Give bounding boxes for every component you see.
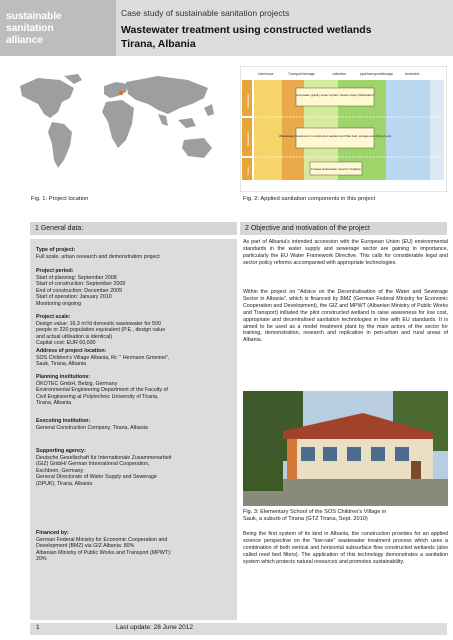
address-block — [36, 348, 236, 368]
planning-block — [36, 374, 236, 407]
scale-label: Project scale: — [36, 314, 71, 320]
type-block — [36, 247, 236, 260]
financed-label: Financed by: — [36, 530, 69, 536]
address-line: Sauk, Tirana, Albania — [36, 361, 87, 368]
planning-line: Environmental Engineering Department of the Faculty of — [36, 387, 168, 394]
planning-line: Tirana, Albania — [36, 400, 72, 407]
supporting-line: (DPUK), Tirana, Albania — [36, 480, 93, 487]
diagram-col-treatment: treatment — [405, 72, 420, 76]
executing-block — [36, 418, 236, 431]
page-title: Wastewater treatment using constructed wetlands — [121, 24, 372, 36]
last-update: Last update: 28 June 2012 — [116, 624, 193, 631]
fig1-caption: Fig. 1: Project location — [31, 196, 89, 202]
executing-line: General Construction Company, Tirana, Albania — [36, 424, 148, 431]
planning-line: Civil Engineering at Polytechnic University of Tirana, — [36, 393, 159, 400]
supporting-line: General Directorate of Water Supply and Sewerage — [36, 474, 157, 481]
financed-line: Albanian Ministry of Public Works and Transport (MPWT): — [36, 549, 172, 556]
scale-line: and actual utilisation is identical) — [36, 333, 112, 340]
supporting-line: (GIZ) GmbH/ German International Cooperation, — [36, 461, 150, 468]
case-study-label: Case study of sustainable sanitation projects — [121, 8, 290, 18]
project-location-marker — [119, 91, 123, 95]
fig2-caption: Fig. 2: Applied sanitation components in this project — [243, 196, 376, 202]
period-line: Start of construction: September 2009 — [36, 281, 126, 288]
financed-line: Development (BMZ) via GIZ Albania: 80% — [36, 543, 135, 550]
objective-paragraph-3: Being the first system of its kind in Albania, the construction provides for an applied science perspective on the "low-rate" wastewater treatment process which uses a combination of both vertical and horizontal subsurface flow constructed wetlands (also called reed bed filters). The application of this technology demonstrates a sanitation system which protects natural resources and promotes sustainability. — [243, 531, 448, 565]
period-label: Project period: — [36, 268, 74, 274]
period-block — [36, 268, 236, 308]
sanitation-components-diagram — [240, 66, 447, 192]
logo-line: sustainable — [6, 10, 62, 22]
fig3-caption — [243, 509, 448, 523]
diagram-row-reuse: reuse — [246, 166, 250, 175]
scale-block — [36, 314, 236, 347]
period-line: Start of operation: January 2010 — [36, 294, 112, 301]
school-photo — [243, 391, 448, 506]
diagram-row-collection: collection — [246, 93, 250, 108]
address-line: SOS Children's Village Albania, Rr. " Hermann Gmeiner", — [36, 354, 170, 361]
financed-line: German Federal Ministry for Economic Cooperation and — [36, 536, 168, 543]
diagram-box-collection: Greywater gravity sewer system (sewer pipes, blackwater) — [296, 93, 374, 97]
diagram-col-pipe: pipe/transport/storage — [360, 72, 393, 76]
fig3-caption-line: Fig. 3: Elementary School of the SOS Children's Village in — [243, 509, 387, 515]
world-map — [8, 68, 230, 188]
objective-paragraph-1: As part of Albania's intended accession with the European Union (EU) environmental standards in the water supply and sewerage sector are gaining in importance, particularly the EU Water Framework Directive. This calls for considerable legal and sector policy reforms accompanied with appropriate technologies. — [243, 239, 448, 266]
diagram-col-transport: Transport/storage — [288, 72, 315, 76]
objective-paragraph-2: Within the project on "Advice on the Decentralisation of the Water and Sewerage Sector in Albania", which is financed by BMZ (German Federal Ministry for Economic Cooperation and Development), the GIZ and MPWT (Albanian Ministry of Public Works and Transport) initiated the pilot constructed wetland to raise awareness for low cost, appropriate and decentralised sanitation technologies in line with EU standards. It is aimed to be used as a model treatment plant by the main actors of the sector for training, demonstration, research and replication in peri-urban and rural areas of Albania. — [243, 289, 448, 344]
page-number: 1 — [36, 624, 40, 631]
footer-bar — [30, 623, 447, 635]
logo-line: alliance — [6, 34, 43, 46]
executing-label: Executing institution: — [36, 418, 91, 424]
supporting-line: Deutsche Gesellschaft für Internationale Zusammenarbeit — [36, 454, 172, 461]
address-label: Address of project location: — [36, 348, 107, 354]
supporting-label: Supporting agency: — [36, 448, 86, 454]
financed-line: 20% — [36, 556, 47, 563]
logo — [6, 10, 110, 46]
period-line: Start of planning: September 2008 — [36, 274, 117, 281]
period-line: Monitoring ongoing — [36, 300, 82, 307]
scale-line: Capital cost: EUR 60,000 — [36, 340, 96, 347]
scale-line: Design value: 16.3 m³/d domestic wastewater for 500 — [36, 320, 161, 327]
type-value: Full scale, urban research and demonstration project — [36, 253, 160, 260]
logo-line: sanitation — [6, 22, 54, 34]
period-line: End of construction: December 2009 — [36, 287, 122, 294]
type-label: Type of project: — [36, 247, 76, 253]
section1-heading: 1 General data: — [30, 222, 237, 235]
diagram-box-treatment: Wastewater treatment in constructed wetland and filter bed, storage and drying beds — [279, 134, 391, 138]
supporting-line: Eschborn, Germany — [36, 467, 84, 474]
supporting-block — [36, 448, 236, 488]
fig3-caption-line: Sauk, a suburb of Tirana (GTZ Tirana, Sept. 2010) — [243, 515, 368, 522]
diagram-col-use: Use/reuse — [258, 72, 274, 76]
financed-block — [36, 530, 236, 563]
section2-heading: 2 Objective and motivation of the project — [240, 222, 447, 235]
diagram-col-collection: collection — [332, 72, 347, 76]
scale-line: people or 220 population equivalent (P.E., design value — [36, 327, 166, 334]
planning-line: ÖKOTEC GmbH, Belzig, Germany — [36, 380, 118, 387]
planning-label: Planning institutions: — [36, 374, 91, 380]
diagram-row-treatment: treatment — [246, 132, 250, 146]
page-subtitle-location: Tirana, Albania — [121, 38, 196, 50]
diagram-box-reuse: Treated wastewater used for irrigation — [310, 167, 362, 171]
